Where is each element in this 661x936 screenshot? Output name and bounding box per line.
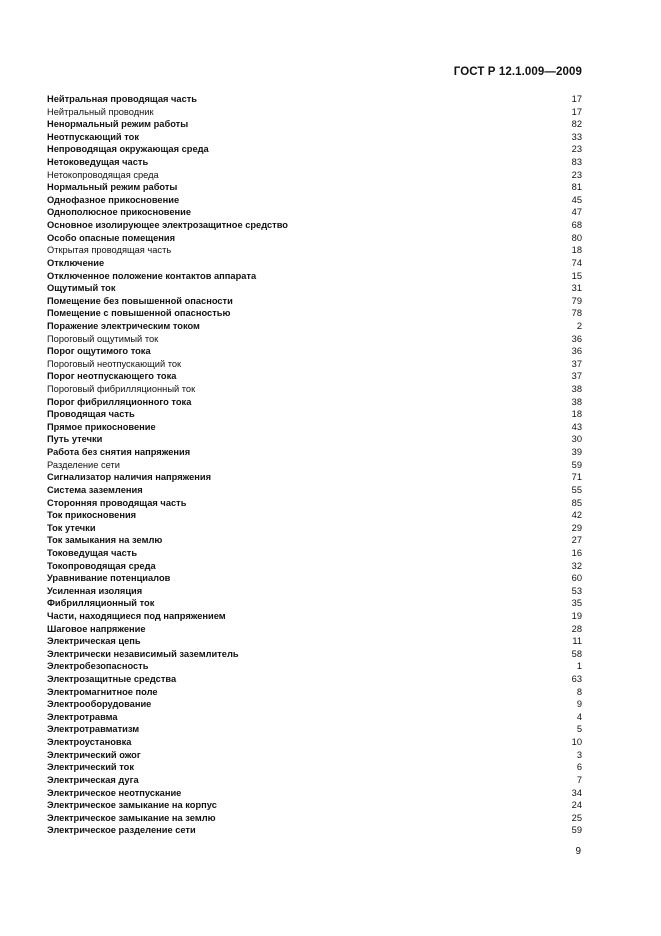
index-term: Ощутимый ток — [47, 283, 116, 294]
alphabetical-index — [47, 93, 582, 837]
index-entry — [47, 812, 582, 825]
index-page-ref: 35 — [571, 598, 582, 609]
index-term: Система заземления — [47, 484, 143, 495]
index-entry — [47, 459, 582, 472]
index-page-ref: 68 — [571, 220, 582, 231]
index-entry — [47, 345, 582, 358]
index-page-ref: 39 — [571, 447, 582, 458]
index-term: Ток утечки — [47, 522, 96, 533]
index-entry — [47, 799, 582, 812]
index-term: Ненормальный режим работы — [47, 119, 189, 130]
index-page-ref: 6 — [576, 762, 582, 773]
index-entry — [47, 446, 582, 459]
index-entry — [47, 106, 582, 119]
index-entry — [47, 232, 582, 245]
index-page-ref: 3 — [576, 749, 582, 760]
index-page-ref: 1 — [576, 661, 582, 672]
index-term: Порог неотпускающего тока — [47, 371, 177, 382]
index-term: Уравнивание потенциалов — [47, 573, 171, 584]
index-term: Нетокопроводящая среда — [47, 169, 159, 180]
index-term: Электротравматизм — [47, 724, 140, 735]
index-term: Электротравма — [47, 711, 118, 722]
index-term: Порог фибрилляционного тока — [47, 396, 192, 407]
index-term: Части, находящиеся под напряжением — [47, 610, 226, 621]
index-term: Фибрилляционный ток — [47, 598, 155, 609]
index-entry — [47, 635, 582, 648]
index-page-ref: 24 — [571, 800, 582, 811]
index-term: Электроустановка — [47, 737, 132, 748]
index-term: Электрическая цепь — [47, 636, 141, 647]
index-term: Электрическая дуга — [47, 774, 139, 785]
index-term: Основное изолирующее электрозащитное средство — [47, 220, 288, 231]
index-page-ref: 59 — [571, 459, 582, 470]
index-term: Шаговое напряжение — [47, 623, 146, 634]
index-page-ref: 85 — [571, 497, 582, 508]
index-entry — [47, 623, 582, 636]
index-page-ref: 17 — [571, 94, 582, 104]
index-entry — [47, 282, 582, 295]
index-page-ref: 16 — [571, 547, 582, 558]
index-term: Электрозащитные средства — [47, 674, 177, 685]
index-page-ref: 11 — [572, 636, 582, 647]
index-page-ref: 5 — [576, 724, 582, 735]
index-term: Отключение — [47, 257, 105, 268]
index-entry — [47, 648, 582, 661]
index-page-ref: 38 — [571, 396, 582, 407]
index-page-ref: 36 — [571, 346, 582, 357]
index-entry — [47, 421, 582, 434]
index-page-ref: 53 — [571, 585, 582, 596]
index-page-ref: 25 — [571, 812, 582, 823]
index-page-ref: 4 — [576, 711, 582, 722]
index-page-ref: 45 — [571, 194, 582, 205]
index-entry — [47, 370, 582, 383]
index-entry — [47, 143, 582, 156]
index-term: Ток прикосновения — [47, 510, 137, 521]
index-entry — [47, 572, 582, 585]
index-entry — [47, 270, 582, 283]
index-term: Разделение сети — [47, 459, 120, 470]
index-entry — [47, 787, 582, 800]
index-page-ref: 23 — [571, 144, 582, 155]
index-term: Усиленная изоляция — [47, 585, 143, 596]
index-entry — [47, 244, 582, 257]
index-page-ref: 8 — [576, 686, 582, 697]
index-entry — [47, 560, 582, 573]
index-page-ref: 29 — [571, 522, 582, 533]
index-entry — [47, 383, 582, 396]
index-entry — [47, 307, 582, 320]
index-page-ref: 37 — [571, 358, 582, 369]
index-entry — [47, 471, 582, 484]
index-page-ref: 31 — [571, 283, 582, 294]
index-page-ref: 27 — [571, 535, 582, 546]
index-page-ref: 80 — [571, 232, 582, 243]
index-page-ref: 63 — [571, 674, 582, 685]
index-entry — [47, 169, 582, 182]
index-term: Токоведущая часть — [47, 547, 138, 558]
index-page-ref: 18 — [571, 245, 582, 256]
index-page-ref: 81 — [571, 182, 582, 193]
index-entry — [47, 585, 582, 598]
index-term: Однофазное прикосновение — [47, 194, 180, 205]
index-page-ref: 55 — [571, 484, 582, 495]
index-page-ref: 71 — [571, 472, 582, 483]
index-term: Нейтральный проводник — [47, 106, 154, 117]
index-entry — [47, 156, 582, 169]
index-entry — [47, 749, 582, 762]
index-page-ref: 37 — [571, 371, 582, 382]
index-term: Особо опасные помещения — [47, 232, 176, 243]
index-entry — [47, 333, 582, 346]
index-page-ref: 82 — [571, 119, 582, 130]
index-term: Нормальный режим работы — [47, 182, 178, 193]
index-term: Порог ощутимого тока — [47, 346, 151, 357]
index-term: Проводящая часть — [47, 409, 135, 420]
index-entry — [47, 497, 582, 510]
index-term: Электрическое разделение сети — [47, 825, 196, 836]
index-page-ref: 43 — [571, 421, 582, 432]
index-page-ref: 36 — [571, 333, 582, 344]
index-page-ref: 19 — [571, 610, 582, 621]
index-page-ref: 74 — [571, 257, 582, 268]
index-term: Токопроводящая среда — [47, 560, 156, 571]
index-page-ref: 33 — [571, 131, 582, 142]
index-entry — [47, 257, 582, 270]
index-entry — [47, 194, 582, 207]
index-page-ref: 23 — [571, 169, 582, 180]
index-page-ref: 42 — [571, 510, 582, 521]
index-page-ref: 78 — [571, 308, 582, 319]
index-page-ref: 38 — [571, 384, 582, 395]
index-page-ref: 59 — [571, 825, 582, 836]
index-term: Электрическое неотпускание — [47, 787, 182, 798]
index-term: Электрооборудование — [47, 699, 152, 710]
index-entry — [47, 484, 582, 497]
index-page-ref: 18 — [571, 409, 582, 420]
index-term: Помещение без повышенной опасности — [47, 295, 233, 306]
index-term: Пороговый фибрилляционный ток — [47, 384, 196, 395]
index-page-ref: 83 — [571, 157, 582, 168]
index-entry — [47, 736, 582, 749]
index-entry — [47, 774, 582, 787]
index-entry — [47, 686, 582, 699]
index-entry — [47, 118, 582, 131]
index-entry — [47, 698, 582, 711]
index-entry — [47, 396, 582, 409]
index-term: Нетоковедущая часть — [47, 157, 149, 168]
page-number: 9 — [575, 846, 581, 857]
index-page-ref: 34 — [571, 787, 582, 798]
document-header: ГОСТ Р 12.1.009—2009 — [453, 66, 582, 78]
index-entry — [47, 219, 582, 232]
index-entry — [47, 509, 582, 522]
index-entry — [47, 660, 582, 673]
index-page-ref: 28 — [571, 623, 582, 634]
index-page-ref: 58 — [571, 648, 582, 659]
index-entry — [47, 181, 582, 194]
index-term: Ток замыкания на землю — [47, 535, 163, 546]
index-entry — [47, 522, 582, 535]
index-entry — [47, 610, 582, 623]
index-entry — [47, 723, 582, 736]
index-term: Поражение электрическим током — [47, 320, 200, 331]
index-entry — [47, 358, 582, 371]
index-entry — [47, 131, 582, 144]
index-term: Путь утечки — [47, 434, 103, 445]
index-entry — [47, 320, 582, 333]
index-term: Электромагнитное поле — [47, 686, 158, 697]
index-page-ref: 79 — [571, 295, 582, 306]
index-entry — [47, 206, 582, 219]
index-entry — [47, 824, 582, 837]
index-term: Нейтральная проводящая часть — [47, 94, 198, 104]
index-entry — [47, 408, 582, 421]
index-term: Непроводящая окружающая среда — [47, 144, 209, 155]
index-term: Электрически независимый заземлитель — [47, 648, 239, 659]
index-entry — [47, 534, 582, 547]
index-term: Электрическое замыкание на корпус — [47, 800, 217, 811]
index-page-ref: 10 — [571, 737, 582, 748]
index-entry — [47, 433, 582, 446]
index-page-ref: 15 — [571, 270, 582, 281]
index-term: Работа без снятия напряжения — [47, 447, 191, 458]
index-term: Сигнализатор наличия напряжения — [47, 472, 212, 483]
index-term: Пороговый неотпускающий ток — [47, 358, 182, 369]
index-entry — [47, 547, 582, 560]
index-page-ref: 30 — [571, 434, 582, 445]
index-entry — [47, 93, 582, 106]
index-entry — [47, 597, 582, 610]
index-page-ref: 7 — [576, 774, 582, 785]
index-term: Неотпускающий ток — [47, 131, 139, 142]
index-term: Электрический ожог — [47, 749, 141, 760]
index-page-ref: 9 — [576, 699, 582, 710]
index-term: Отключенное положение контактов аппарата — [47, 270, 257, 281]
index-entry — [47, 673, 582, 686]
index-term: Электрический ток — [47, 762, 134, 773]
index-page-ref: 32 — [571, 560, 582, 571]
index-term: Однополюсное прикосновение — [47, 207, 192, 218]
index-term: Помещение с повышенной опасностью — [47, 308, 231, 319]
index-term: Открытая проводящая часть — [47, 245, 172, 256]
index-entry — [47, 761, 582, 774]
index-entry — [47, 711, 582, 724]
index-term: Пороговый ощутимый ток — [47, 333, 159, 344]
index-term: Электробезопасность — [47, 661, 149, 672]
index-entry — [47, 295, 582, 308]
index-term: Прямое прикосновение — [47, 421, 156, 432]
index-page-ref: 2 — [576, 320, 582, 331]
index-term: Электрическое замыкание на землю — [47, 812, 216, 823]
index-page-ref: 60 — [571, 573, 582, 584]
index-term: Сторонняя проводящая часть — [47, 497, 187, 508]
index-page-ref: 17 — [571, 106, 582, 117]
index-page-ref: 47 — [571, 207, 582, 218]
